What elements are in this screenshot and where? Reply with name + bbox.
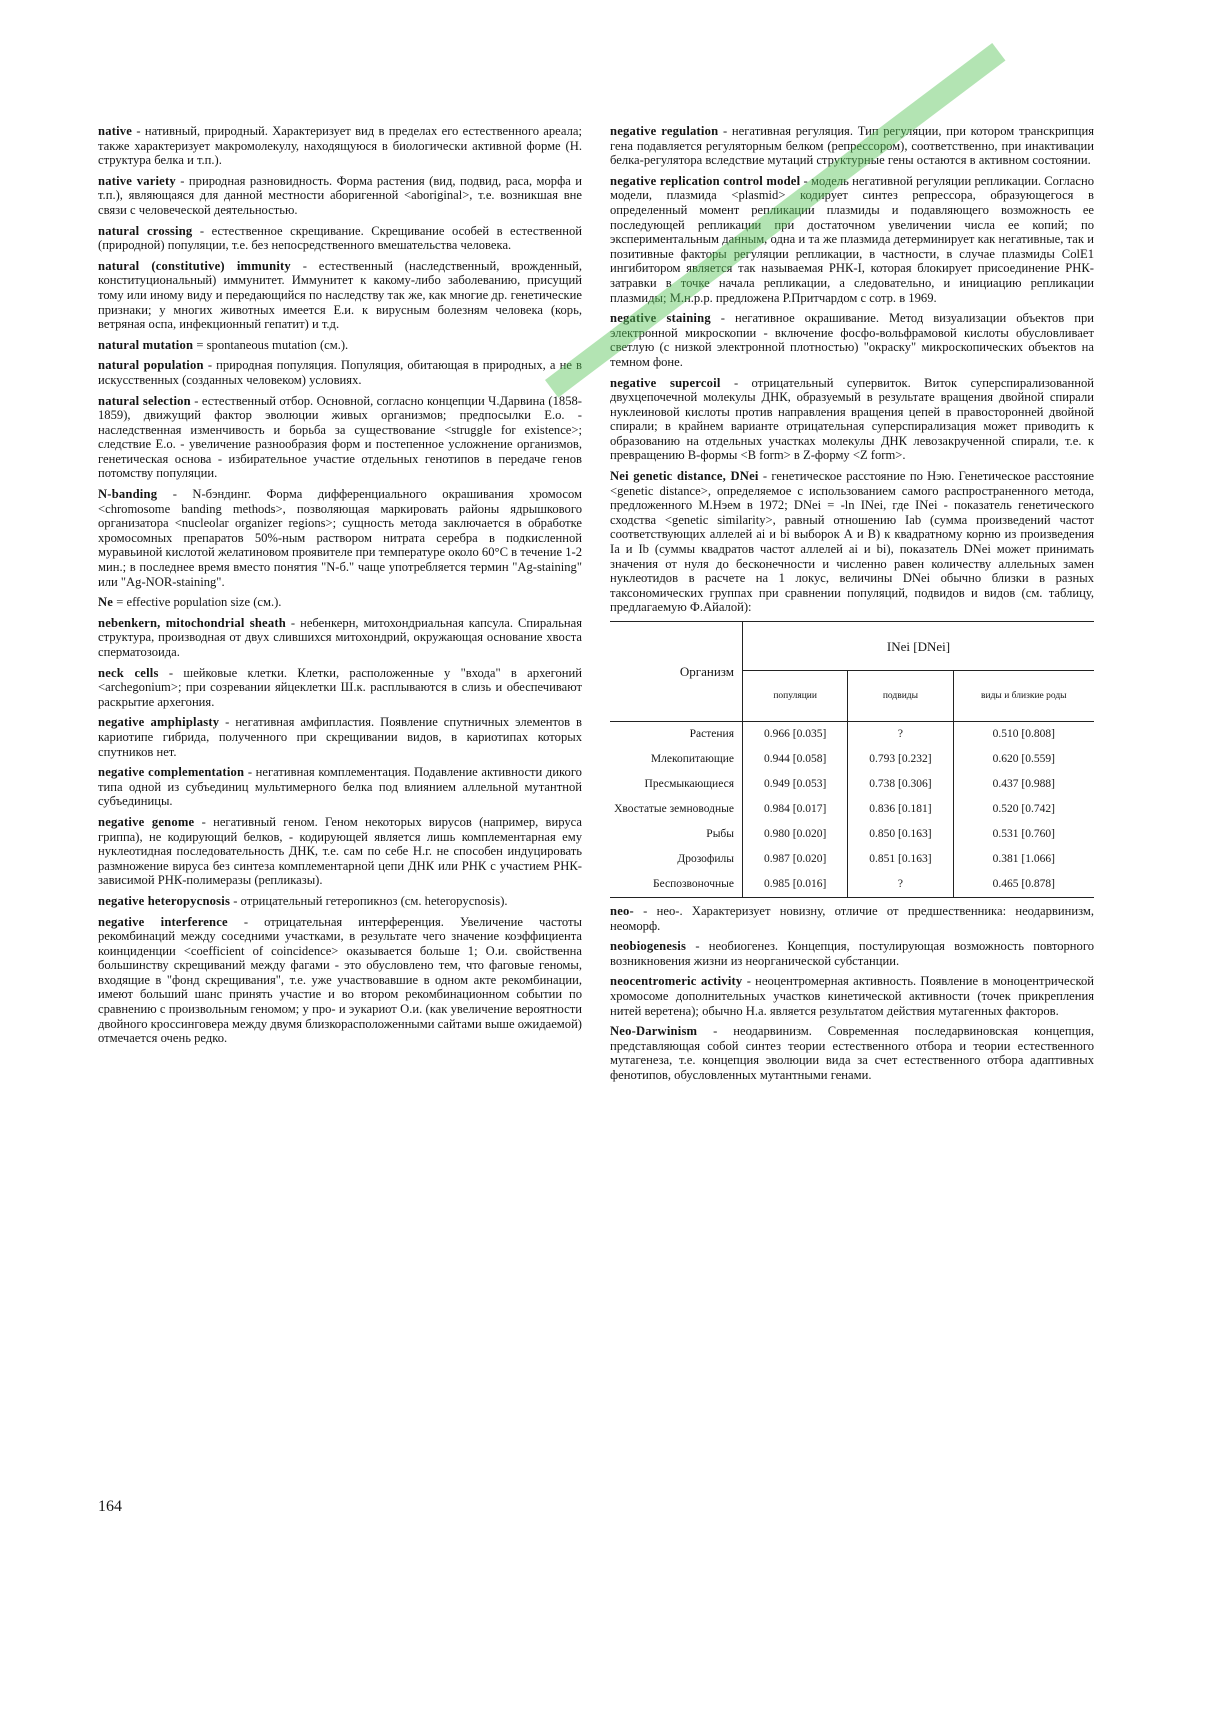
table-cell-organism: Хвостатые земноводные <box>614 803 734 815</box>
entry-definition: - необиогенез. Концепция, постулирующая возможность повторного возникновения жизни из неорганической субстанции. <box>610 939 1094 968</box>
table-cell-populations: 0.984 [0.017] <box>743 797 848 822</box>
table-cell-populations: 0.949 [0.053] <box>743 772 848 797</box>
entry-definition: - генетическое расстояние по Нэю. Генетическое расстояние <genetic distance>, определяемое с использованием самого распространенного метода, предложенного М.Нэем в 1972; DNei = -ln INei, где INei - показатель генетического сходства <genetic similarity>, равный отношению Iab (сумма произведений частот соответствующих аллелей ai и bi выборок А и В) к квадратному корню из произведения Ia и Ib (суммы квадратов частот аллелей ai и bi), показатель DNei может принимать значения от нуля до бесконечности и численно равен количеству аллельных замен нуклеотидов в расчете на 1 локус, величины DNei обычно близки в разных таксономических группах при сравнении популяций, подвидов и видов (см. таблицу, предлагаемую Ф.Айалой): <box>610 469 1094 615</box>
entry-term: native variety <box>98 173 176 188</box>
table-cell-species: 0.620 [0.559] <box>953 747 1094 772</box>
page-number: 164 <box>98 1498 122 1515</box>
entry-term: negative complementation <box>98 765 245 780</box>
table-subheader-subspecies: подвиды <box>848 671 953 722</box>
dictionary-entry <box>610 469 1094 615</box>
entry-definition: - негативная комплементация. Подавление активности дикого типа одной из субъединиц мультимерного белка под влиянием аллельной мутантной субъединицы. <box>98 765 582 809</box>
table-cell-subspecies: 0.851 [0.163] <box>848 847 953 872</box>
dictionary-entry <box>98 224 582 253</box>
entry-definition: - неоцентромерная активность. Появление в моноцентрической хромосоме дополнительных участков кинетической активности (точек прикрепления нитей веретена); обычно Н.а. является результатом действия мутагенных факторов. <box>610 974 1094 1018</box>
entry-definition: - N-бэндинг. Форма дифференциального окрашивания хромосом <chromosome banding methods>, позволяющая маркировать районы ядрышкового организатора <nucleolar organizer regions>; сущность метода заключается в обработке хромосомных препаратов 50%-ным раствором нитрата серебра в подкисленной муравьиной кислотой желатиновом проявителе при температуре около 60°С в течение 1-2 мин.; в последнее время вместо понятия "N-б." чаще употребляется термин "Ag-staining" или "Ag-NOR-staining". <box>98 487 582 589</box>
entry-term: negative regulation <box>610 124 719 138</box>
entry-definition: - небенкерн, митохондриальная капсула. Спиральная структура, производная от двух слившихся митохондрий, окружающая основание хвоста сперматозоида. <box>98 615 583 659</box>
dictionary-entry <box>98 715 582 759</box>
entry-definition: - отрицательная интерференция. Увеличение частоты рекомбинаций между соседними участками, в результате чего значение коэффициента коинциденции <coefficient of coincidence> оказывается больше 1; О.и. свойственна большинству скрещиваний между фагами - это обусловлено тем, что фаговые геномы, входящие в "фонд скрещивания", т.е. уже участвовавшие в одном акте рекомбинации, имеют больший шанс принять участие и во втором рекомбинационном событии по сравнению с произвольным геномом; у про- и эукариот О.и. (как увеличение вероятности двойного кроссинговера между двумя близкорасположенными сайтами выше ожидаемой) отмечается очень редко. <box>98 914 582 1046</box>
table-cell-populations: 0.966 [0.035] <box>743 722 848 748</box>
table-subheader-populations: популяции <box>743 671 848 722</box>
entry-definition: - негативный геном. Геном некоторых вирусов (например, вируса гриппа), не кодирующий белков, - кодирующей является лишь комплементарная ему нуклеотидная последовательность ДНК, т.е. сам по себе Н.г. не способен индуцировать размножение вируса без синтеза комплементарной цепи ДНК или РНК с участием РНК-зависимой РНК-полимеразы (репликазы). <box>98 814 582 888</box>
table-cell-populations: 0.987 [0.020] <box>743 847 848 872</box>
table-cell-subspecies: ? <box>848 722 953 748</box>
entry-definition: - естественное скрещивание. Скрещивание особей в естественной (природной) популяции, т.е. без непосредственного вмешательства человека. <box>98 223 582 253</box>
entry-definition: - естественный (наследственный, врожденный, конституциональный) иммунитет. Иммунитет к какому-либо заболеванию, присущий тому или иному виду и передающийся по наследству так же, как многие др. генетические признаки; у многих животных имеется Е.и. к вирусным болезням человека (корь, ветряная оспа, инфекционный гепатит) и т.д. <box>98 258 582 332</box>
entry-definition: - шейковые клетки. Клетки, расположенные у "входа" в архегоний <archegonium>; при созревании яйцеклетки Ш.к. расплываются в слизь и обеспечивают раскрытие архегония. <box>98 665 583 709</box>
table-header-organism: Организм <box>610 622 743 722</box>
table-cell-species: 0.381 [1.066] <box>953 847 1094 872</box>
entry-term: nebenkern, mitochondrial sheath <box>98 615 286 630</box>
table-cell-subspecies: 0.836 [0.181] <box>848 797 953 822</box>
dictionary-entry <box>98 358 582 387</box>
entry-definition: - естественный отбор. Основной, согласно концепции Ч.Дарвина (1858-1859), движущий фактор эволюции живых организмов; предпосылки Е.о. - наследственная изменчивость и борьба за существование <struggle for existence>; следствие Е.о. - увеличение разнообразия форм и постепенное усложнение организмов, генетическая основа - избирательное участие отдельных генотипов в передаче генов потомству популяции. <box>98 393 582 481</box>
dictionary-entry <box>98 595 582 610</box>
table-body <box>610 722 1094 898</box>
entry-definition: - неодарвинизм. Современная последарвиновская концепция, представляющая собой синтез теории естественного отбора и теории естественного мутагенеза, т.е. концепция эволюции вида за счет естественного отбора адаптивных фенотипов, обусловленных мутантными генами. <box>610 1024 1094 1082</box>
table-cell-organism: Пресмыкающиеся <box>644 778 734 790</box>
entry-term: negative replication control model <box>610 173 801 188</box>
dictionary-entry <box>98 394 582 482</box>
entry-definition: - негативная регуляция. Тип регуляции, при котором транскрипция гена подавляется регуляторным белком (репрессором), соответственно, при инактивации белка-регулятора вследствие мутаций структурные гены остаются в активном состоянии. <box>610 124 1094 168</box>
dictionary-entry <box>98 894 582 909</box>
entry-term: neck cells <box>98 665 159 680</box>
table-cell-organism: Млекопитающие <box>650 753 734 765</box>
table-cell-organism: Беспозвоночные <box>610 872 743 898</box>
table-cell-species: 0.465 [0.878] <box>953 872 1094 898</box>
entry-term: neobiogenesis <box>610 939 687 954</box>
entry-definition: - негативная амфипластия. Появление спутничных элементов в кариотипе гибрида, полученного при скрещивании видов, в кариотипах которых спутников нет. <box>98 715 583 759</box>
table-row <box>610 822 1094 847</box>
dictionary-entry <box>98 338 582 353</box>
table-cell-subspecies: 0.793 [0.232] <box>848 747 953 772</box>
entry-term: negative genome <box>98 814 195 829</box>
entry-term: natural mutation <box>98 337 194 352</box>
entry-definition: - модель негативной регуляции репликации. Согласно модели, плазмида <plasmid> кодирует синтез репрессора, образующегося в определенный момент репликации плазмиды и подавляющего возможность ее последующей репликации при достаточном увеличении числа ее копий; по экспериментальным данным, одна и та же плазмида детерминирует как негативные, так и позитивные факторы регуляции репликации, в частности, в случае плазмиды ColE1 ингибитором является так называемая РНК-I, которая блокирует присоединение РНК-затравки в точке начала репликации, а следовательно, и инициацию репликации плазмиды; М.н.р.р. предложена Р.Притчардом с сотр. в 1969. <box>610 173 1094 305</box>
entry-term: N-banding <box>98 487 158 502</box>
table-row <box>610 847 1094 872</box>
table-cell-populations: 0.944 [0.058] <box>743 747 848 772</box>
nei-distance-table-wrap <box>610 621 1094 898</box>
entry-term: negative amphiplasty <box>98 715 220 730</box>
entry-term: negative supercoil <box>610 375 721 390</box>
dictionary-entry <box>610 939 1094 968</box>
table-cell-populations: 0.985 [0.016] <box>743 872 848 898</box>
right-column-top-entries <box>610 124 1094 615</box>
table-cell-species: 0.510 [0.808] <box>953 722 1094 748</box>
entry-definition: - отрицательный супервиток. Виток суперспирализованной двухцепочечной молекулы ДНК, образуемый в результате вращения двойной спирали нуклеиновой кислоты против направления вращения цепей в правосторонней двойной спирали; в крайнем варианте отрицательная суперспирализация может приводить к образованию на отдельных участках молекулы ДНК левозакрученной спирали, т.е. к превращению В-формы <B form> в Z-форму <Z form>. <box>610 375 1094 463</box>
dictionary-entry <box>610 376 1094 464</box>
dictionary-entry <box>98 487 582 589</box>
table-cell-species: 0.531 [0.760] <box>953 822 1094 847</box>
entry-term: negative heteropycnosis <box>98 893 231 908</box>
dictionary-entry <box>98 815 582 888</box>
table-cell-species: 0.520 [0.742] <box>953 797 1094 822</box>
dictionary-entry <box>98 915 582 1046</box>
dictionary-entry <box>98 174 582 218</box>
entry-definition: = effective population size (см.). <box>113 595 282 610</box>
entry-term: Ne <box>98 595 114 610</box>
entry-definition: - природная разновидность. Форма растения (вид, подвид, раса, морфа и т.п.), являющаяся для данной местности аборигенной <aboriginal>, т.е. возникшая вне связи с человеческой деятельностью. <box>98 173 583 217</box>
table-cell-organism: Растения <box>689 728 734 740</box>
dictionary-entry <box>98 124 582 168</box>
entry-definition: - нео-. Характеризует новизну, отличие от предшественника: неодарвинизм, неоморф. <box>610 904 1094 933</box>
dictionary-entry <box>98 616 582 660</box>
dictionary-entry <box>610 974 1094 1018</box>
entry-term: natural population <box>98 358 204 373</box>
table-row <box>610 872 1094 898</box>
nei-distance-table <box>610 621 1094 898</box>
entry-term: natural selection <box>98 393 191 408</box>
table-cell-organism: Рыбы <box>706 828 734 840</box>
entry-definition: - природная популяция. Популяция, обитающая в природных, а не в искусственных (созданных человеком) условиях. <box>98 358 583 387</box>
table-cell-subspecies: 0.850 [0.163] <box>848 822 953 847</box>
dictionary-entry <box>98 259 582 332</box>
entry-term: natural crossing <box>98 223 193 238</box>
table-cell-subspecies: 0.738 [0.306] <box>848 772 953 797</box>
entry-definition: - отрицательный гетеропикноз (см. heteropycnosis). <box>230 893 508 908</box>
entry-term: Nei genetic distance, DNei <box>610 469 759 484</box>
table-header-main: INei [DNei] <box>743 622 1095 671</box>
dictionary-entry <box>98 666 582 710</box>
table-cell-subspecies: ? <box>848 872 953 898</box>
entry-definition: - нативный, природный. Характеризует вид в пределах его естественного ареала; также характеризует макромолекулу, находящуюся в биологически активной форме (Н. структура белка и т.п.). <box>98 124 582 168</box>
dictionary-entry <box>610 904 1094 933</box>
table-cell-species: 0.437 [0.988] <box>953 772 1094 797</box>
entry-term: Neo-Darwinism <box>610 1024 698 1039</box>
table-row <box>610 747 1094 772</box>
entry-term: neo- <box>610 904 634 918</box>
entry-term: negative interference <box>98 914 228 929</box>
dictionary-entry <box>98 765 582 809</box>
entry-definition: = spontaneous mutation (см.). <box>193 337 349 352</box>
table-row <box>610 797 1094 822</box>
table-cell-organism: Дрозофилы <box>677 853 734 865</box>
left-column <box>98 124 582 1052</box>
entry-term: negative staining <box>610 311 711 326</box>
table-subheader-species: виды и близкие роды <box>953 671 1094 722</box>
entry-definition: - негативное окрашивание. Метод визуализации объектов при электронной микроскопии - включение фосфо-вольфрамовой кислоты обусловливает светлую (с низкой электронной плотностью) "окраску" микроскопических объектов на темном фоне. <box>610 311 1094 369</box>
entry-term: neocentromeric activity <box>610 974 743 989</box>
entry-term: natural (constitutive) immunity <box>98 258 291 273</box>
entry-term: native <box>98 124 133 138</box>
table-row <box>610 772 1094 797</box>
dictionary-entry <box>610 311 1094 369</box>
right-column <box>610 124 1094 1089</box>
table-cell-populations: 0.980 [0.020] <box>743 822 848 847</box>
table-row <box>610 722 1094 748</box>
dictionary-entry <box>610 1024 1094 1082</box>
right-column-bottom-entries <box>610 904 1094 1083</box>
